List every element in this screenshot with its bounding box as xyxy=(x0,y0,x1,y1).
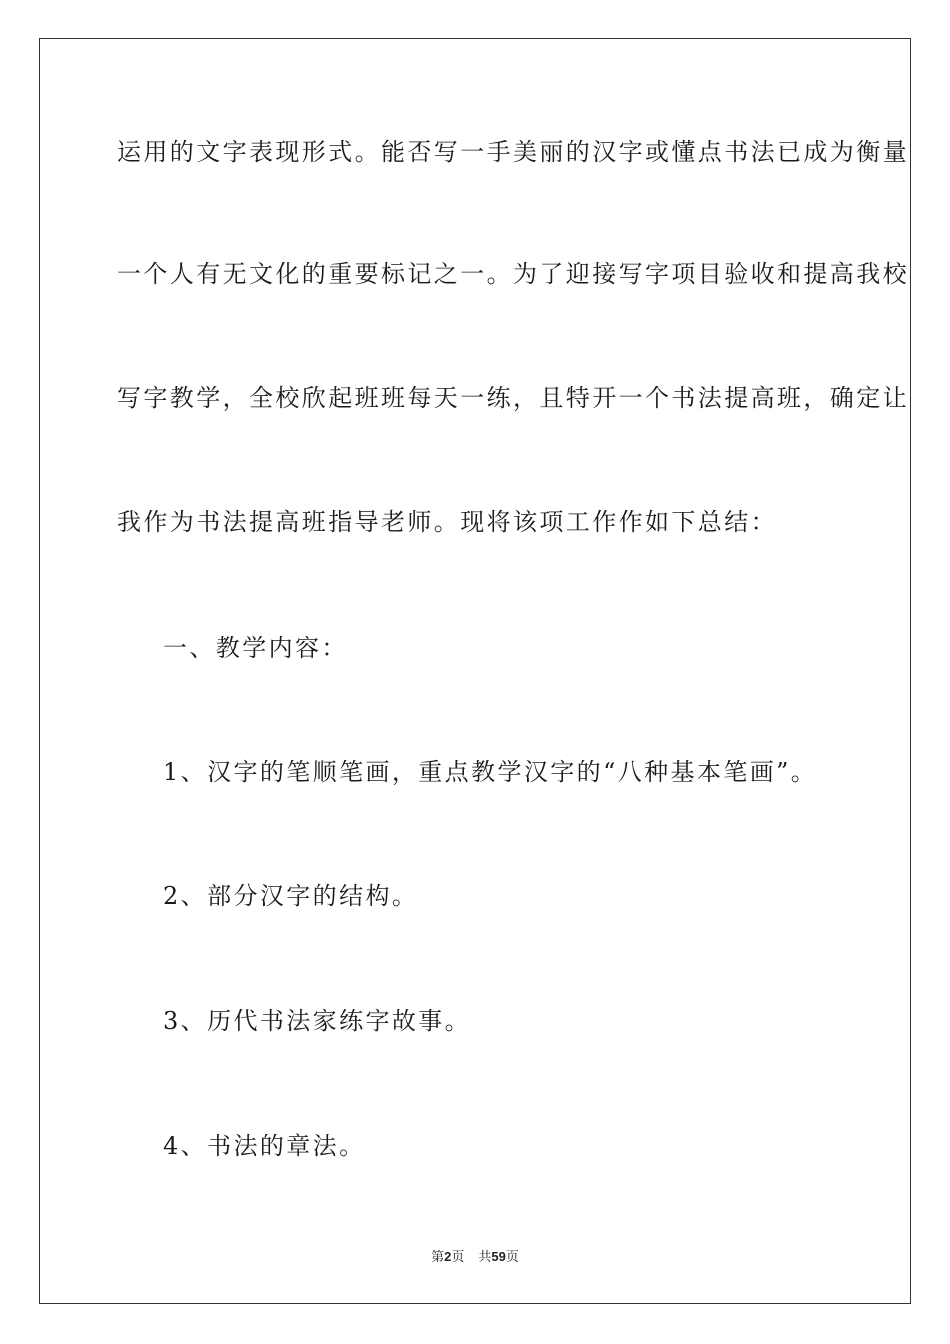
footer-page-number: 2 xyxy=(444,1249,452,1264)
paragraph-line-4: 我作为书法提高班指导老师。现将该项工作作如下总结： xyxy=(117,508,777,536)
list-item-4: 4、书法的章法。 xyxy=(163,1132,366,1160)
footer-total-pages: 59 xyxy=(491,1249,506,1264)
list-item-1: 1、汉字的笔顺笔画，重点教学汉字的“八种基本笔画”。 xyxy=(163,758,818,786)
section-heading: 一、教学内容： xyxy=(163,634,348,662)
list-item-3: 3、历代书法家练字故事。 xyxy=(163,1007,472,1035)
paragraph-line-3: 写字教学，全校欣起班班每天一练，且特开一个书法提高班，确定让 xyxy=(117,384,909,412)
page-border xyxy=(39,38,911,1304)
paragraph-line-1: 运用的文字表现形式。能否写一手美丽的汉字或懂点书法已成为衡量 xyxy=(117,138,909,166)
list-item-2: 2、部分汉字的结构。 xyxy=(163,882,419,910)
footer-page-suffix: 页 xyxy=(451,1250,465,1265)
footer-page-prefix: 第 xyxy=(431,1250,445,1265)
page-footer xyxy=(0,1248,950,1267)
footer-total-suffix: 页 xyxy=(505,1250,519,1265)
footer-total-prefix: 共 xyxy=(478,1250,492,1265)
paragraph-line-2: 一个人有无文化的重要标记之一。为了迎接写字项目验收和提高我校 xyxy=(117,260,909,288)
